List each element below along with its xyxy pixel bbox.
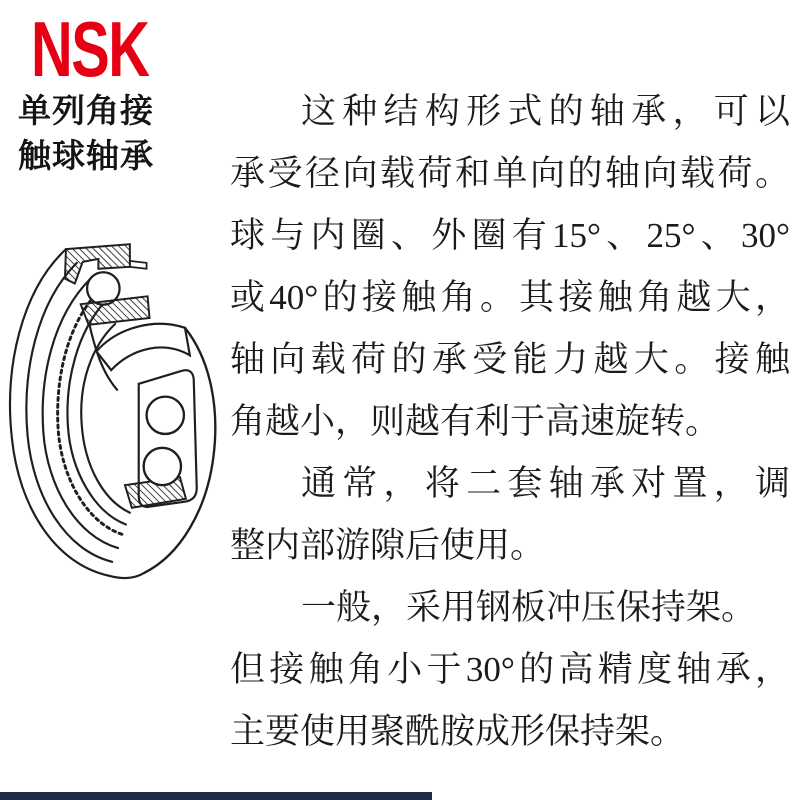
text-line: 但接触角小于30°的高精度轴承， [230,650,790,689]
bearing-cutaway-drawing [4,228,240,580]
text-line: 承受径向载荷和单向的轴向载荷。 [230,154,790,193]
text-line: 通常，将二套轴承对置，调 [301,464,790,503]
text-line: 球与内圈、外圈有15°、25°、30° [230,216,790,255]
text-line: 或40°的接触角。其接触角越大， [230,278,790,317]
bearing-figure [4,228,240,580]
nsk-logo: NSK [31,5,149,93]
text-line: 这种结构形式的轴承，可以 [301,92,790,131]
text-line: 轴向载荷的承受能力越大。接触 [230,340,790,379]
product-title [18,88,154,178]
product-title-line2: 触球轴承 [18,137,154,174]
footer-accent-bar [0,792,432,800]
text-line: 一般，采用钢板冲压保持架。 [301,588,757,627]
description-text [230,81,790,763]
product-title-line1: 单列角接 [18,92,154,129]
text-line: 主要使用聚酰胺成形保持架。 [230,712,686,751]
text-line: 整内部游隙后使用。 [230,526,546,565]
text-line: 角越小，则越有利于高速旋转。 [230,402,721,441]
